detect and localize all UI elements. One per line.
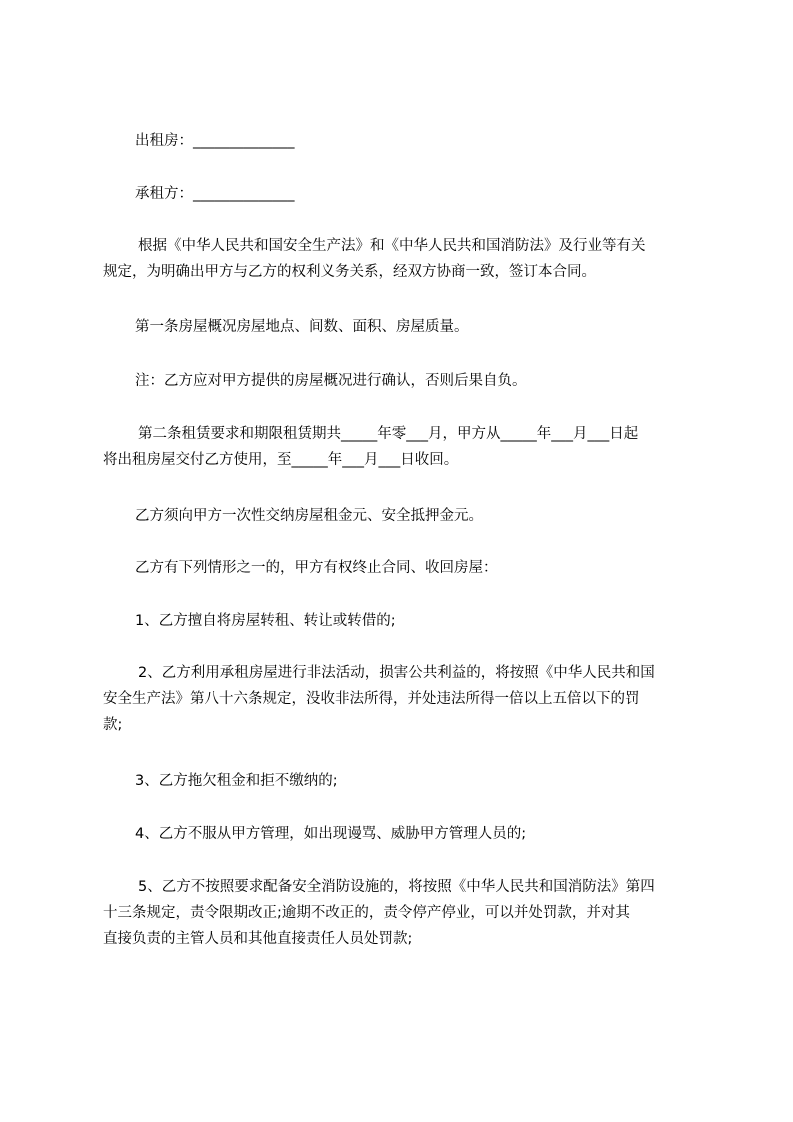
- item-5-line-1: 5、乙方不按照要求配备安全消防设施的，将按照《中华人民共和国消防法》第四: [138, 879, 655, 895]
- item-3-text: 3、乙方拖欠租金和拒不缴纳的;: [135, 773, 338, 789]
- item-5-line-2: 十三条规定，责令限期改正;逾期不改正的，责令停产停业，可以并处罚款，并对其: [103, 905, 630, 921]
- landlord-line: [103, 128, 703, 154]
- termination-intro-text: 乙方有下列情形之一的，甲方有权终止合同、收回房屋：: [135, 560, 498, 576]
- item-2-line-1: 2、乙方利用承租房屋进行非法活动，损害公共利益的，将按照《中华人民共和国: [138, 665, 655, 681]
- intro-line-1: 根据《中华人民共和国安全生产法》和《中华人民共和国消防法》及行业等有关: [138, 238, 646, 254]
- note-paragraph: [103, 368, 703, 394]
- article-2-line-1: 第二条租赁要求和期限租赁期共_____年零___月，甲方从_____年___月___日起: [138, 426, 639, 442]
- article-1-text: 第一条房屋概况房屋地点、间数、面积、房屋质量。: [135, 319, 469, 335]
- intro-line-2: 规定，为明确出甲方与乙方的权利义务关系，经双方协商一致，签订本合同。: [103, 264, 596, 280]
- item-5-line-3: 直接负责的主管人员和其他直接责任人员处罚款;: [103, 931, 413, 947]
- tenant-text: 承租方：______________: [135, 186, 295, 202]
- item-1: [103, 608, 703, 634]
- landlord-text: 出租房：______________: [135, 133, 295, 149]
- item-2: [103, 660, 703, 738]
- item-1-text: 1、乙方擅自将房屋转租、转让或转借的;: [135, 613, 396, 629]
- termination-intro: [103, 555, 703, 581]
- item-3: [103, 768, 703, 794]
- item-4-text: 4、乙方不服从甲方管理，如出现谩骂、威胁甲方管理人员的;: [135, 826, 527, 842]
- payment-paragraph: [103, 503, 703, 529]
- payment-text: 乙方须向甲方一次性交纳房屋租金元、安全抵押金元。: [135, 508, 483, 524]
- tenant-line: [103, 181, 703, 207]
- note-text: 注：乙方应对甲方提供的房屋概况进行确认，否则后果自负。: [135, 373, 527, 389]
- item-5: [103, 874, 703, 952]
- item-4: [103, 821, 703, 847]
- item-2-line-2: 安全生产法》第八十六条规定，没收非法所得，并处违法所得一倍以上五倍以下的罚: [103, 691, 640, 707]
- article-2: [103, 421, 703, 473]
- item-2-line-3: 款;: [103, 717, 123, 733]
- intro-paragraph: [103, 233, 703, 285]
- article-1: [103, 314, 703, 340]
- article-2-line-2: 将出租房屋交付乙方使用，至_____年___月___日收回。: [103, 452, 459, 468]
